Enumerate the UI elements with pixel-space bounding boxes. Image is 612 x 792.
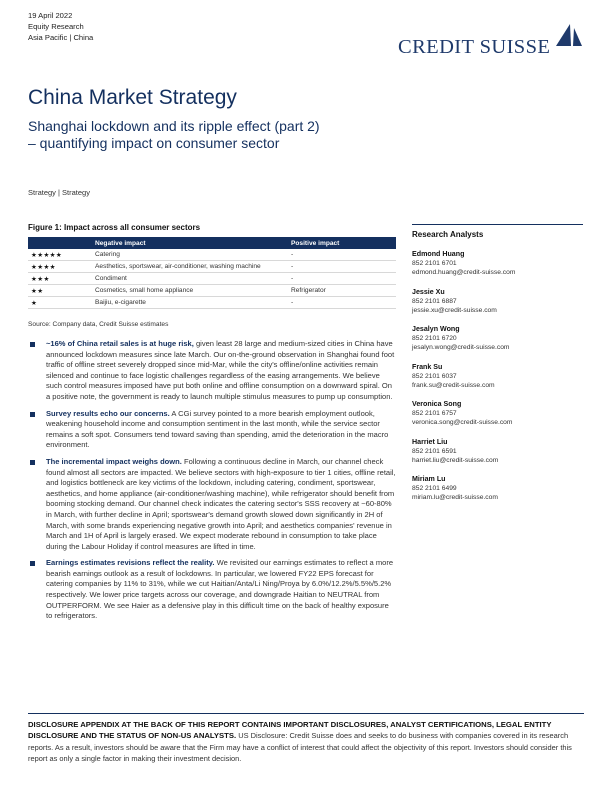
bullet-lead: The incremental impact weighs down.	[46, 456, 182, 466]
impact-table	[28, 237, 396, 309]
bullet-square-icon	[30, 460, 35, 465]
report-date: 19 April 2022	[28, 11, 73, 20]
bullet-item	[30, 558, 396, 622]
analyst-phone: 852 2101 6037	[412, 372, 457, 380]
disclosure-divider	[28, 713, 584, 714]
analyst-name: Miriam Lu	[412, 475, 446, 483]
analyst-name: Veronica Song	[412, 400, 462, 408]
analyst-phone: 852 2101 6720	[412, 335, 457, 342]
positive-cell: -	[288, 273, 396, 285]
report-region: Asia Pacific | China	[28, 33, 94, 42]
positive-cell: -	[288, 297, 396, 309]
negative-cell: Baijiu, e-cigarette	[92, 297, 288, 309]
figure-source: Source: Company data, Credit Suisse estimates	[28, 321, 169, 328]
negative-cell: Aesthetics, sportswear, air-conditioner, washing machine	[92, 261, 288, 273]
bullet-lead: Earnings estimates revisions reflect the reality.	[46, 558, 215, 568]
table-row	[28, 285, 396, 297]
analyst-entry	[412, 400, 583, 427]
bullet-item	[30, 409, 396, 451]
report-category: Equity Research	[28, 22, 84, 31]
bullet-item	[30, 339, 396, 403]
bullet-square-icon	[30, 342, 35, 347]
credit-suisse-logo	[398, 22, 586, 68]
research-analysts-panel	[412, 224, 583, 513]
bullet-item	[30, 457, 396, 552]
analyst-email[interactable]: edmond.huang@credit-suisse.com	[412, 269, 516, 276]
analyst-name: Frank Su	[412, 362, 443, 371]
negative-cell: Catering	[92, 249, 288, 261]
bullet-text: We revisited our earnings estimates to reflect a more bearish earnings outlook as a result of lockdowns. In particular, we lowered FY22 EPS forecast for catering companies by 11% to 31%, while we cut Haitian/Anta/Li Ning/Proya by 6.0%/12.2%/5.5%/5.2% respectively. We lower price targets across our coverage, and downgrade Haitian to NEUTRAL from OUTPERFORM. We see Haier as a defensive play in this difficult time on the back of healthy exposure to refrigerators.	[46, 558, 394, 621]
bullet-text: A CGi survey pointed to a more bearish employment outlook, weakening household income and consumption sentiment in the last month, while the service sector remains a soft spot. Consumers tend toward saving than spending, amid the deterioration in the macro environment.	[46, 408, 389, 450]
bullet-lead: ~16% of China retail sales is at huge risk,	[46, 339, 194, 348]
report-meta	[28, 10, 93, 43]
positive-cell: Refrigerator	[288, 285, 396, 297]
disclosure-text: US Disclosure: Credit Suisse does and seeks to do business with companies covered in its research reports. As a result, investors should be aware that the Firm may have a conflict of interest that could affect the objectivity of this report. Investors should consider this report as only a single factor in making their investment decision.	[28, 731, 572, 764]
table-header-row	[28, 237, 396, 249]
analyst-entry	[412, 438, 583, 465]
analyst-name: Jessie Xu	[412, 287, 445, 296]
analyst-name: Harriet Liu	[412, 437, 448, 446]
analyst-entry	[412, 363, 583, 390]
logo-text: CREDIT SUISSE	[398, 36, 551, 58]
subtitle-line: – quantifying impact on consumer sector	[28, 135, 280, 151]
sail-logo-icon	[554, 22, 584, 48]
analyst-email[interactable]: miriam.lu@credit-suisse.com	[412, 494, 498, 501]
bullet-square-icon	[30, 412, 35, 417]
bullet-square-icon	[30, 561, 35, 566]
page-subtitle	[28, 118, 408, 152]
analyst-phone: 852 2101 6591	[412, 447, 457, 455]
page-title: China Market Strategy	[28, 86, 237, 109]
analyst-email[interactable]: veronica.song@credit-suisse.com	[412, 419, 513, 426]
table-header-cell: Negative impact	[92, 237, 288, 249]
bullet-text: given least 28 large and medium-sized cities in China have announced lockdown measures since late March. Our on-the-ground observation in Shanghai found foot traffic of offline street severely dropped since mid-Mar, while the city's offline/online activities remain silenced and continue to face logistic challenges regardless of the easing arrangements. We believe such control measures imposed have put both online and offline consumption on a downward spiral. On a positive note, the government is ready to launch multiple stimulus measures to pump up consumption.	[46, 339, 395, 401]
negative-cell: Condiment	[92, 273, 288, 285]
table-row	[28, 249, 396, 261]
bullet-text: Following a continuous decline in March, our channel check found almost all sectors are impacted. We believe sectors with high-exposure to tier 1 cities, offline retail, and logistics bottleneck are key victims of the lockdown, including catering, condiment, sportswear, aesthetics, and home appliance (air-conditioner/washing machine), while refrigerator should benefit from booming stocking demand. Our channel check indicates the catering sector's SSS recovery at ~60-80% in March, with further decline in April; sportswear's demand growth slowed down significantly in 2H of March, with some brands experiencing negative growth into April; and aesthetics companies' revenue in March and 1H of April is largely erased. We expect moderate rebound in consumption to take place during the Labour Holiday if control measures are lifted in time.	[46, 456, 396, 551]
star-rating: ★★	[28, 285, 92, 297]
analyst-entry	[412, 250, 583, 277]
star-rating: ★	[28, 297, 92, 309]
analyst-name: Edmond Huang	[412, 250, 465, 258]
table-header-cell: Positive impact	[288, 237, 396, 249]
table-row	[28, 297, 396, 309]
positive-cell: -	[288, 261, 396, 273]
analyst-phone: 852 2101 6701	[412, 260, 457, 267]
analyst-email[interactable]: harriet.liu@credit-suisse.com	[412, 456, 499, 464]
star-rating: ★★★	[28, 273, 92, 285]
analyst-phone: 852 2101 6887	[412, 297, 457, 305]
star-rating: ★★★★	[28, 261, 92, 273]
key-points	[30, 339, 396, 628]
disclosure-caps: DISCLOSURE APPENDIX AT THE BACK OF THIS REPORT CONTAINS IMPORTANT DISCLOSURES, ANALYST CERTIFICATIONS, LEGAL ENTITY DISCLOSURE AND THE STATUS OF NON-US ANALYSTS.	[28, 720, 552, 741]
analyst-email[interactable]: jessie.xu@credit-suisse.com	[412, 306, 497, 314]
subtitle-line: Shanghai lockdown and its ripple effect (part 2)	[28, 118, 320, 134]
table-row	[28, 261, 396, 273]
bullet-lead: Survey results echo our concerns.	[46, 408, 170, 418]
analyst-phone: 852 2101 6499	[412, 485, 457, 492]
star-rating: ★★★★★	[28, 249, 92, 261]
report-tagline: Strategy | Strategy	[28, 188, 90, 197]
table-header-cell	[28, 237, 92, 249]
analyst-email[interactable]: jesalyn.wong@credit-suisse.com	[412, 344, 510, 351]
analyst-entry	[412, 325, 583, 352]
analyst-phone: 852 2101 6757	[412, 410, 457, 417]
panel-divider	[412, 224, 583, 225]
positive-cell: -	[288, 249, 396, 261]
analyst-name: Jesalyn Wong	[412, 325, 460, 333]
analyst-entry	[412, 288, 583, 315]
analyst-email[interactable]: frank.su@credit-suisse.com	[412, 381, 495, 389]
negative-cell: Cosmetics, small home appliance	[92, 285, 288, 297]
analyst-entry	[412, 475, 583, 502]
analysts-heading: Research Analysts	[412, 230, 484, 239]
disclosure-block	[28, 719, 586, 765]
figure-title: Figure 1: Impact across all consumer sectors	[28, 223, 201, 232]
table-row	[28, 273, 396, 285]
